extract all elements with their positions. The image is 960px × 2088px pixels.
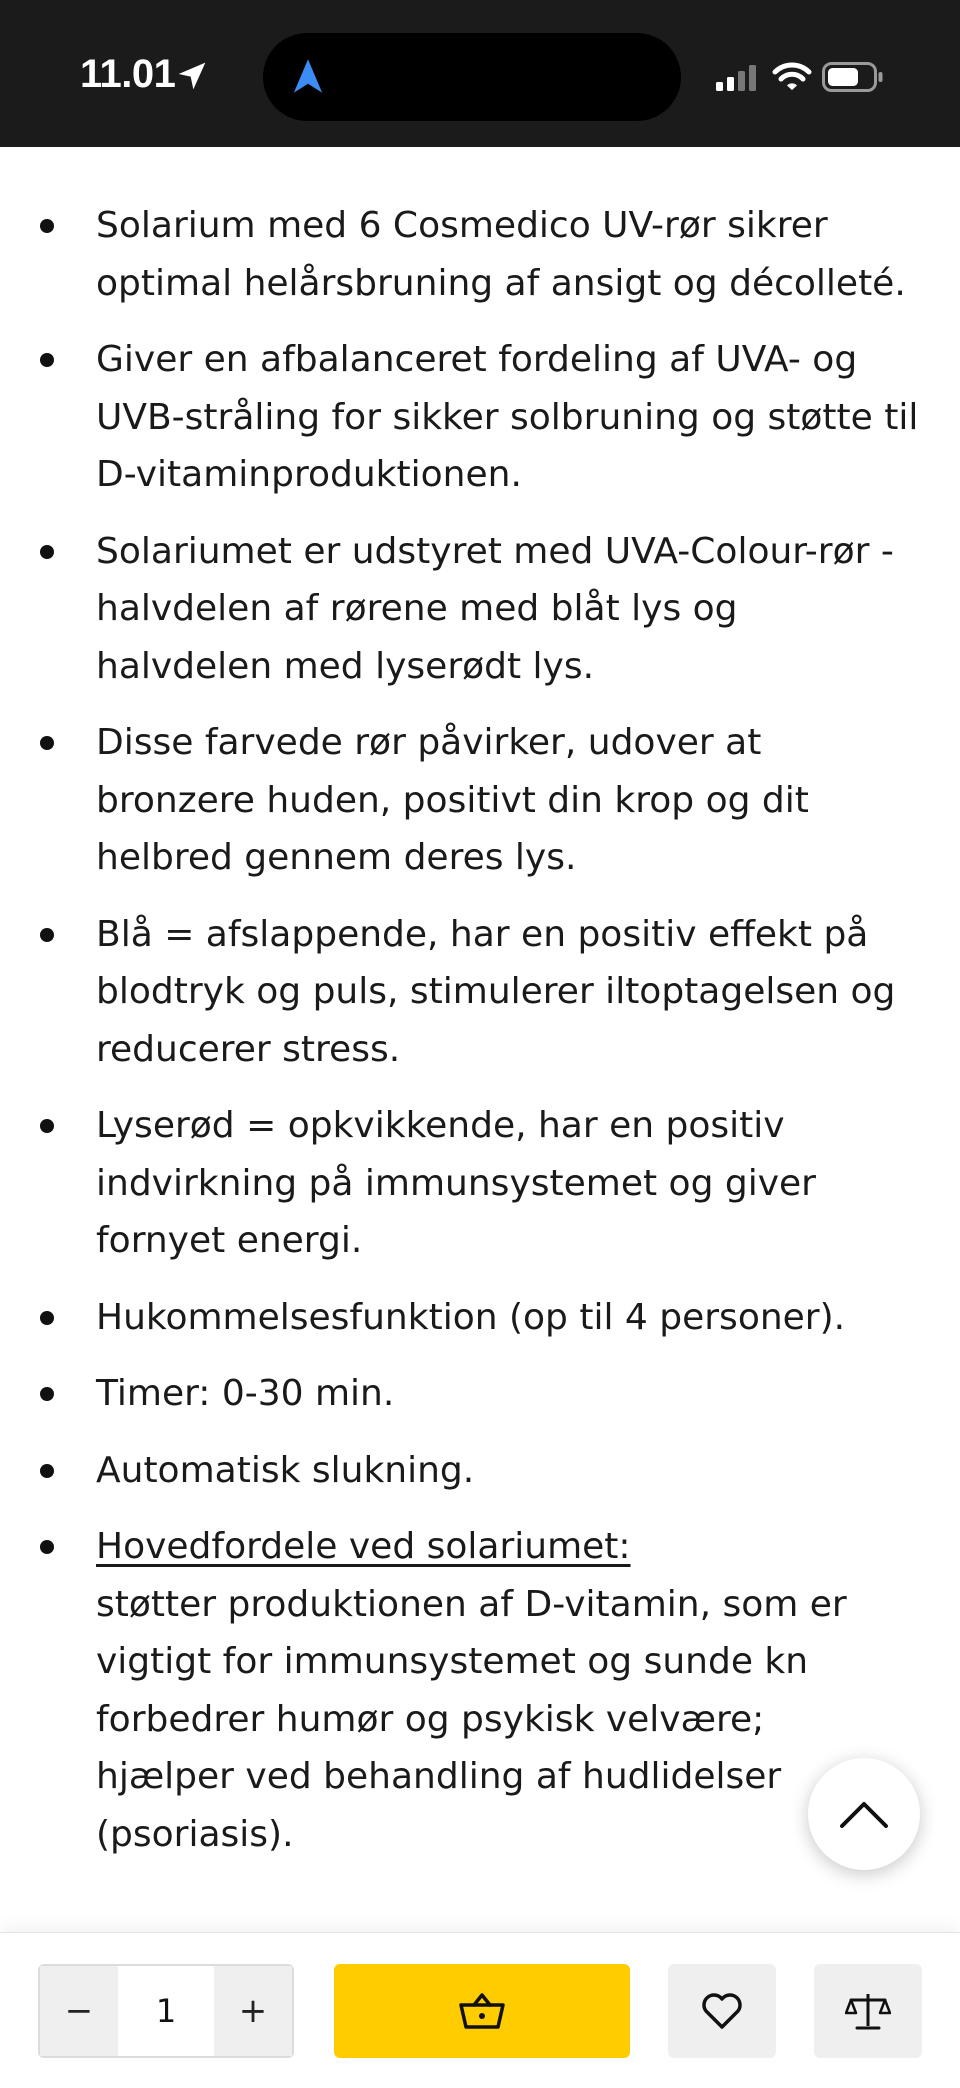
list-item: [0, 1442, 960, 1500]
list-item-text: Timer: 0-30 min.: [96, 1373, 395, 1414]
list-item-text: Disse farvede rør påvirker, udover at bronzere huden, positivt din krop og dit helbred gennem deres lys.: [96, 722, 809, 878]
scale-icon: [845, 1991, 891, 2031]
benefits-heading: Hovedfordele ved solariumet:: [96, 1526, 631, 1567]
list-item-text: Giver en afbalanceret fordeling af UVA- og UVB-stråling for sikker solbruning og støtte til D-vitaminproduktionen.: [96, 339, 919, 495]
feature-list: [0, 197, 960, 1882]
status-time: 11.01: [80, 52, 176, 96]
bullet-icon: [40, 1464, 54, 1478]
scroll-to-top-button[interactable]: [808, 1758, 920, 1870]
bullet-icon: [40, 1119, 54, 1133]
battery-icon: [822, 62, 884, 92]
list-item: [0, 197, 960, 312]
basket-icon: [458, 1991, 506, 2031]
increase-quantity-button[interactable]: +: [214, 1966, 292, 2056]
list-item: [0, 906, 960, 1079]
wifi-icon: [772, 60, 812, 92]
bullet-icon: [40, 545, 54, 559]
list-item-text: Automatisk slukning.: [96, 1449, 475, 1491]
chevron-up-icon: [839, 1799, 889, 1829]
list-item: [0, 523, 960, 696]
list-item-text: Lyserød = opkvikkende, har en positiv indvirkning på immunsystemet og giver fornyet energi.: [96, 1105, 816, 1261]
list-item-text: Hukommelsesfunktion (op til 4 personer).: [96, 1296, 846, 1338]
benefits-line: hjælper ved behandling af hudlidelser: [96, 1756, 782, 1797]
bullet-icon: [40, 219, 54, 233]
bullet-icon: [40, 1311, 54, 1325]
benefits-line: (psoriasis).: [96, 1813, 294, 1855]
compare-button[interactable]: [814, 1964, 922, 2058]
list-item: [0, 331, 960, 504]
decrease-quantity-button[interactable]: −: [40, 1966, 118, 2056]
bottom-action-bar: [0, 1932, 960, 2088]
wishlist-button[interactable]: [668, 1964, 776, 2058]
list-item-text: Blå = afslappende, har en positiv effekt på blodtryk og puls, stimulerer iltoptagelsen og reducerer stress.: [96, 913, 896, 1070]
dynamic-island: [263, 33, 681, 121]
list-item: [0, 1289, 960, 1347]
benefits-line: støtter produktionen af D-vitamin, som er: [96, 1583, 847, 1625]
product-description: [0, 147, 960, 1932]
benefits-line: forbedrer humør og psykisk velvære;: [96, 1698, 765, 1740]
location-arrow-icon: [176, 60, 208, 92]
list-item: [0, 714, 960, 887]
bullet-icon: [40, 1540, 54, 1554]
navigation-icon: [292, 58, 324, 94]
bullet-icon: [40, 928, 54, 942]
bullet-icon: [40, 353, 54, 367]
status-bar: [0, 0, 960, 147]
list-item-text: Solarium med 6 Cosmedico UV-rør sikrer optimal helårsbruning af ansigt og décolleté.: [96, 205, 906, 304]
benefits-line: vigtigt for immunsystemet og sunde kn: [96, 1641, 809, 1682]
list-item: [0, 1097, 960, 1270]
bullet-icon: [40, 736, 54, 750]
quantity-stepper: [38, 1964, 294, 2058]
list-item-text: Solariumet er udstyret med UVA-Colour-rør - halvdelen af rørene med blåt lys og halvdelen med lyserødt lys.: [96, 530, 894, 687]
heart-icon: [701, 1992, 743, 2030]
signal-icon: [716, 64, 756, 92]
list-item: [0, 1365, 960, 1423]
add-to-cart-button[interactable]: [334, 1964, 630, 2058]
quantity-input[interactable]: 1: [155, 1992, 177, 2030]
bullet-icon: [40, 1387, 54, 1401]
